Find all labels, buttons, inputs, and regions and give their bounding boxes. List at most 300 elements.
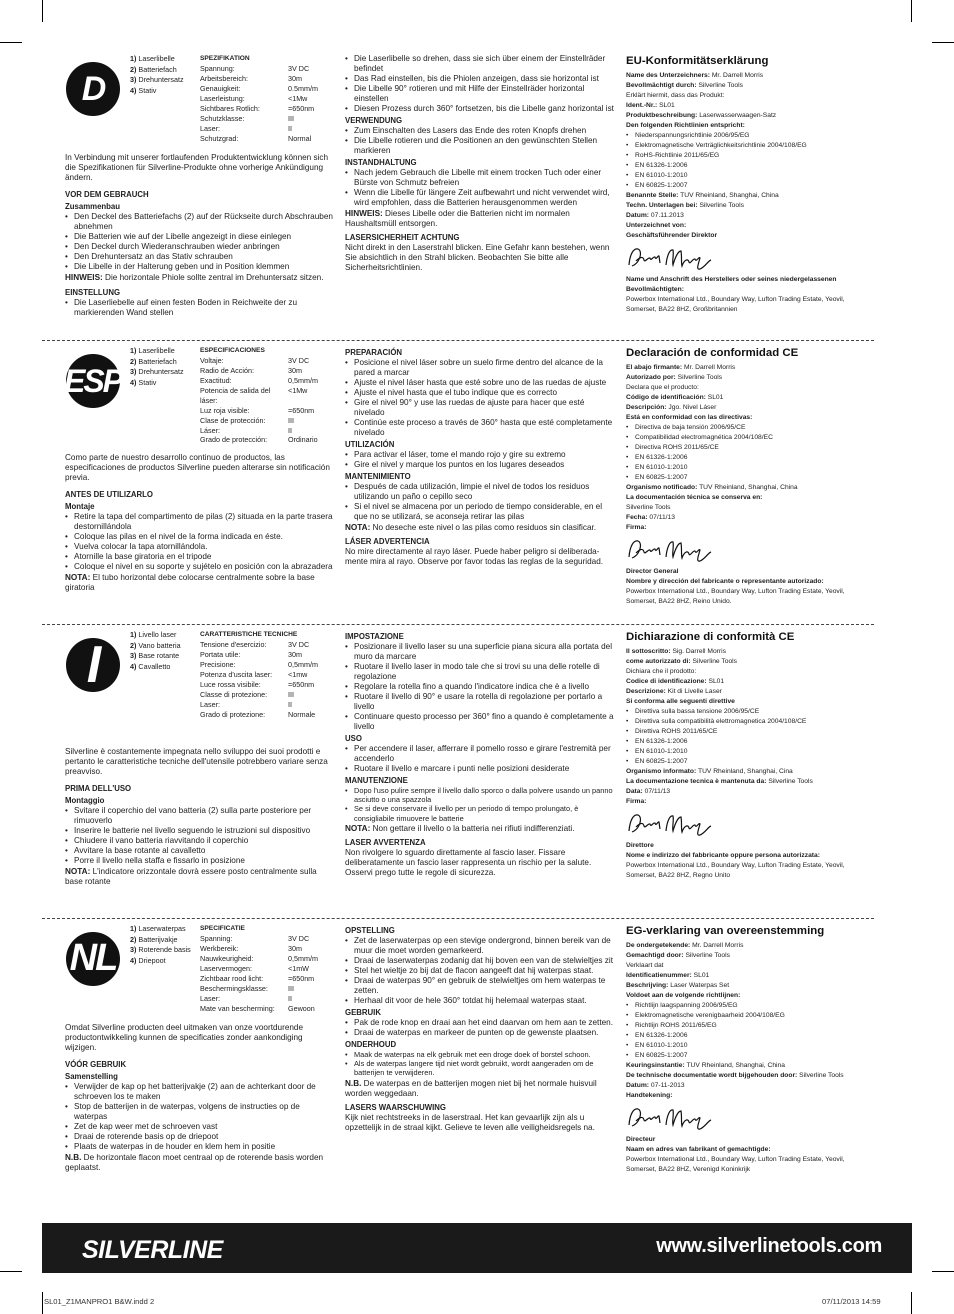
part-number: 1) bbox=[130, 630, 137, 639]
laser-warning-text: Kijk niet rechtstreeks in de laserstraal. Het kan gevaarlijk zijn als u opzettelijk in de straal kijkt. Gelieve te leven alle veiligheidsregels na. bbox=[345, 1112, 595, 1132]
adjustment-list bbox=[65, 298, 335, 318]
spec-row bbox=[200, 114, 318, 124]
note-text: Dieses Libelle oder die Batterien nicht im normalen Haushaltsmüll entsorgen. bbox=[345, 209, 570, 228]
spec-key: Genauigkeit: bbox=[200, 84, 241, 94]
note-label: N.B. bbox=[345, 1078, 362, 1088]
decl-value: Jgo. Nivel Láser bbox=[668, 404, 717, 411]
decl-line bbox=[626, 101, 876, 111]
heading-use: UTILIZACIÓN bbox=[345, 440, 395, 449]
spec-value: Gewoon bbox=[288, 1003, 315, 1013]
declaration-title: EG-verklaring van overeenstemming bbox=[626, 925, 825, 937]
spec-key: Potenza d'uscita laser: bbox=[200, 669, 273, 679]
decl-label: Techn. Unterlagen bei: bbox=[626, 202, 698, 209]
list-item: • Avvitare la base rotante al cavalletto bbox=[65, 846, 335, 856]
decl-value: Silverline Tools bbox=[692, 658, 737, 665]
column-declaration bbox=[626, 346, 876, 607]
part-number: 3) bbox=[130, 75, 137, 85]
decl-label: Directeur bbox=[626, 1136, 656, 1143]
decl-line bbox=[626, 1061, 876, 1071]
spec-value: 30m bbox=[288, 366, 302, 376]
part-number: 3) bbox=[130, 651, 137, 661]
list-item: • Richtlijn ROHS 2011/65/EG bbox=[626, 1021, 876, 1031]
list-item: • Die Batterien wie auf der Libelle angezeigt in diese einlegen bbox=[65, 232, 335, 242]
decl-value: TUV Rheinland, Shanghai, China bbox=[699, 484, 798, 491]
maintenance-list bbox=[345, 1050, 615, 1078]
decl-line bbox=[626, 1071, 876, 1081]
heading-setup: PREPARACIÓN bbox=[345, 348, 403, 357]
spec-row bbox=[200, 104, 318, 114]
list-item: • EN 61326-1:2006 bbox=[626, 737, 876, 747]
column-left bbox=[65, 452, 335, 593]
list-item: • Niederspannungsrichtlinie 2006/95/EG bbox=[626, 131, 876, 141]
list-item: • Zet de kap weer met de schroeven vast bbox=[65, 1122, 335, 1132]
note bbox=[65, 273, 335, 283]
decl-label: De technische documentatie wordt bijgehouden door: bbox=[626, 1072, 798, 1079]
spec-value: 3V DC bbox=[288, 934, 310, 944]
list-item: • Continuare questo processo per 360° fino a quando è completamente a livello bbox=[345, 712, 615, 732]
column-declaration bbox=[626, 630, 876, 881]
decl-line bbox=[626, 275, 876, 295]
list-item: • Zet de laserwaterpas op een stevige ondergrond, binnen bereik van de muur die moet worden gemarkeerd. bbox=[345, 936, 615, 956]
heading-before-use: PRIMA DELL'USO bbox=[65, 784, 132, 793]
decl-label: Den folgenden Richtlinien entspricht: bbox=[626, 122, 745, 129]
spec-key: Schutzgrad: bbox=[200, 133, 239, 143]
list-item: • Regolare la rotella fino a quando l'indicatore indica che è a livello bbox=[345, 682, 615, 692]
spec-value: <1Mw bbox=[288, 385, 308, 395]
decl-label: Autorizado por: bbox=[626, 374, 676, 381]
part-number: 2) bbox=[130, 64, 137, 74]
part-number: 1) bbox=[130, 346, 137, 355]
list-item: • Svitare il coperchio del vano batteria (2) sulla parte posteriore per rimuoverlo bbox=[65, 806, 335, 826]
spec-row bbox=[200, 356, 318, 366]
decl-line bbox=[626, 1081, 876, 1091]
manufacturer-address: Powerbox International Ltd., Boundary Way, Lufton Trading Estate, Yeovil, Somerset, BA22 8HZ, Großbritannien bbox=[626, 296, 845, 313]
column-left bbox=[65, 1022, 335, 1173]
list-item: • Dopo l'uso pulire sempre il livello dallo sporco o dalla polvere usando un panno asciutto o una spazzola bbox=[345, 786, 615, 804]
part-number: 4) bbox=[130, 85, 137, 95]
list-item: • EN 61326-1:2006 bbox=[626, 453, 876, 463]
spec-key: Láser: bbox=[200, 425, 220, 435]
list-item: • Den Drehuntersatz an das Stativ schrauben bbox=[65, 252, 335, 262]
decl-line bbox=[626, 1145, 876, 1155]
use-list bbox=[345, 744, 615, 774]
maintenance-note bbox=[345, 1079, 615, 1099]
spec-value: Normal bbox=[288, 133, 312, 143]
spec-value: 3V DC bbox=[288, 64, 310, 74]
column-left bbox=[65, 152, 335, 318]
crop-mark bbox=[0, 1271, 22, 1272]
list-item: • Porre il livello nella staffa e fissarlo in posizione bbox=[65, 856, 335, 866]
decl-line bbox=[626, 961, 876, 971]
list-item: • Stel het wieltje zo bij dat de flacon aangeeft dat hij waterpas staat. bbox=[345, 966, 615, 976]
parts-list bbox=[130, 54, 202, 96]
decl-line bbox=[626, 383, 876, 393]
spec-row bbox=[200, 416, 318, 426]
setup-list bbox=[345, 358, 615, 438]
setup-list bbox=[345, 54, 615, 114]
list-item: • Ajuste el nivel hasta que el tubo indique que es correcto bbox=[345, 388, 615, 398]
crop-mark bbox=[911, 1292, 912, 1314]
heading-before-use: VÓÓR GEBRUIK bbox=[65, 1060, 127, 1069]
list-item: • Gire el nivel 90° y use las ruedas de ajuste para hacer que esté nivelado bbox=[345, 398, 615, 418]
list-item: • Directiva ROHS 2011/65/CE bbox=[626, 443, 876, 453]
crop-mark bbox=[42, 0, 43, 22]
decl-label: Keuringsinstantie: bbox=[626, 1062, 685, 1069]
heading-before-use: VOR DEM GEBRAUCH bbox=[65, 190, 149, 199]
spec-title: SPEZIFIKATION bbox=[200, 55, 250, 62]
spec-row bbox=[200, 74, 318, 84]
decl-line bbox=[626, 373, 876, 383]
spec-value: II bbox=[288, 993, 292, 1003]
part-label: Batteriefach bbox=[138, 64, 177, 74]
note-text: L'indicatore orizzontale dovrà essere posto centralmente sulla base rotante bbox=[65, 867, 317, 886]
note-text: De horizontale flacon moet centraal op de roterende basis worden geplaatst. bbox=[65, 1153, 324, 1172]
list-item: • RoHS-Richtlinie 2011/65/EG bbox=[626, 151, 876, 161]
part-item bbox=[130, 65, 202, 76]
section-divider bbox=[42, 624, 874, 625]
decl-value: Kit di Livelle Laser bbox=[667, 688, 722, 695]
signature-image bbox=[626, 809, 718, 839]
list-item: • Draai de roterende basis op de driepoot bbox=[65, 1132, 335, 1142]
directive-list bbox=[626, 131, 876, 191]
note bbox=[65, 1153, 335, 1173]
spec-row bbox=[200, 994, 318, 1004]
part-label: Laserlibelle bbox=[138, 54, 175, 63]
list-item: • Die Libelle rotieren und die Positionen an den gewünschten Stellen markieren bbox=[345, 136, 615, 156]
footer-bar bbox=[42, 1223, 912, 1273]
part-label: Roterende basis bbox=[138, 945, 191, 955]
list-item: • Die Laserliebelle auf einen festen Boden in Reichweite der zu markierenden Wand stellen bbox=[65, 298, 335, 318]
part-label: Drehuntersatz bbox=[138, 75, 184, 85]
list-item: • Maak de waterpas na elk gebruik met een droge doek of borstel schoon. bbox=[345, 1050, 615, 1059]
heading-assembly: Zusammenbau bbox=[65, 202, 121, 211]
decl-label: Nombre y dirección del fabricante o representante autorizado: bbox=[626, 578, 824, 585]
spec-key: Laserleistung: bbox=[200, 93, 245, 103]
note-label: NOTA: bbox=[65, 573, 91, 582]
decl-label: Código de identificación: bbox=[626, 394, 706, 401]
part-item bbox=[130, 86, 202, 97]
intro-text: Silverline è costantemente impegnata nello sviluppo dei suoi prodotti e pertanto le caratteristiche tecniche dell'utensile potrebbero variare senza preavviso. bbox=[65, 747, 328, 776]
decl-line bbox=[626, 211, 876, 221]
spec-row bbox=[200, 134, 318, 144]
column-declaration bbox=[626, 924, 876, 1175]
decl-line bbox=[626, 851, 876, 861]
decl-label: Datum: bbox=[626, 1082, 650, 1089]
spec-key: Grado di protezione: bbox=[200, 709, 266, 719]
intro-text: Como parte de nuestro desarrollo continuo de productos, las especificaciones de productos Silverline pueden alterarse sin notificación previa. bbox=[65, 453, 330, 482]
decl-label: Name des Unterzeichners: bbox=[626, 72, 710, 79]
spec-value: 30m bbox=[288, 74, 302, 84]
spec-block bbox=[200, 54, 330, 143]
decl-line bbox=[626, 363, 876, 373]
column-middle bbox=[345, 54, 615, 273]
decl-label: Gemachtigd door: bbox=[626, 952, 684, 959]
spec-key: Schutzklasse: bbox=[200, 113, 245, 123]
decl-line bbox=[626, 647, 876, 657]
part-number: 3) bbox=[130, 945, 137, 955]
spec-value: 30m bbox=[288, 944, 302, 954]
decl-line bbox=[626, 483, 876, 493]
decl-value: Silverline Tools bbox=[685, 952, 730, 959]
decl-line bbox=[626, 393, 876, 403]
spec-row bbox=[200, 974, 318, 984]
list-item: • Herhaal dit voor de hele 360° totdat hij helemaal waterpas staat. bbox=[345, 996, 615, 1006]
language-badge: I bbox=[66, 638, 120, 692]
decl-label: Handtekening: bbox=[626, 1092, 673, 1099]
decl-line bbox=[626, 191, 876, 201]
spec-value: =650nm bbox=[288, 973, 315, 983]
decl-line bbox=[626, 523, 876, 533]
decl-label: Está en conformidad con las directivas: bbox=[626, 414, 753, 421]
spec-value: II bbox=[288, 425, 292, 435]
decl-value: 07/11/13 bbox=[644, 788, 671, 795]
part-label: Base rotante bbox=[138, 651, 180, 661]
manufacturer-address: Powerbox International Ltd., Boundary Way, Lufton Trading Estate, Yeovil, Somerset, BA22 8HZ, Verenigd Koninkrijk bbox=[626, 1156, 845, 1173]
decl-line bbox=[626, 503, 876, 513]
list-item: • Si el nivel se almacena por un periodo de tiempo considerable, en el que no se utilizará, se aconseja retirar las pilas bbox=[345, 502, 615, 522]
list-item: • Den Deckel durch Wiederanschrauben wieder anbringen bbox=[65, 242, 335, 252]
decl-line bbox=[626, 231, 876, 241]
decl-label: Geschäftsführender Direktor bbox=[626, 232, 718, 239]
decl-label: Director General bbox=[626, 568, 679, 575]
note-text: El tubo horizontal debe colocarse centralmente sobre la base giratoria bbox=[65, 573, 315, 592]
part-item bbox=[130, 75, 202, 86]
decl-label: Firma: bbox=[626, 798, 647, 805]
maintenance-list bbox=[345, 786, 615, 823]
heading-use: VERWENDUNG bbox=[345, 116, 403, 125]
list-item: • Als de waterpas langere tijd niet wordt gebruikt, wordt aangeraden om de batterijen te verwijderen. bbox=[345, 1059, 615, 1077]
decl-label: Si conforma alle seguenti direttive bbox=[626, 698, 735, 705]
signature-image bbox=[626, 535, 718, 565]
spec-key: Sichtbares Rotlich: bbox=[200, 103, 260, 113]
list-item: • Nach jedem Gebrauch die Libelle mit einem trocken Tuch oder einer Bürste von Schmutz befreien bbox=[345, 168, 615, 188]
file-date: 07/11/2013 14:59 bbox=[822, 1297, 881, 1306]
spec-row bbox=[200, 94, 318, 104]
list-item: • Gire el nivel y marque los puntos en los lugares deseados bbox=[345, 460, 615, 470]
spec-row bbox=[200, 386, 318, 406]
part-item bbox=[130, 367, 202, 378]
spec-value: III bbox=[288, 983, 294, 993]
note bbox=[65, 867, 335, 887]
spec-table bbox=[200, 934, 318, 1013]
spec-row bbox=[200, 84, 318, 94]
part-item bbox=[130, 924, 202, 935]
spec-value: 0.5mm/m bbox=[288, 84, 318, 94]
part-label: Stativ bbox=[138, 85, 157, 95]
spec-row bbox=[200, 640, 318, 650]
maintenance-note bbox=[345, 523, 615, 533]
decl-label: Bevollmächtigt durch: bbox=[626, 82, 697, 89]
laser-warning-text: Nicht direkt in den Laserstrahl blicken. Eine Gefahr kann bestehen, wenn Sie absichtlich in den Strahl blicken. Beobachten Sie bitte alle Sicherheitsrichtlinien. bbox=[345, 243, 610, 272]
decl-label: Produktbeschreibung: bbox=[626, 112, 698, 119]
directive-list bbox=[626, 707, 876, 767]
part-item bbox=[130, 662, 202, 673]
decl-line bbox=[626, 767, 876, 777]
decl-line bbox=[626, 677, 876, 687]
part-number: 2) bbox=[130, 934, 137, 944]
decl-value: Sig. Darrell Morris bbox=[672, 648, 726, 655]
decl-line bbox=[626, 201, 876, 211]
manufacturer-address: Powerbox International Ltd., Boundary Way, Lufton Trading Estate, Yeovil, Somerset, BA22 8HZ, Reino Unido. bbox=[626, 588, 845, 605]
spec-value: III bbox=[288, 113, 294, 123]
spec-key: Luce rossa visibile: bbox=[200, 679, 261, 689]
spec-table bbox=[200, 64, 318, 143]
heading-laser-warning: LÁSER ADVERTENCIA bbox=[345, 537, 430, 546]
list-item: • Per accendere il laser, afferrare il pomello rosso e girare l'estremità per accenderlo bbox=[345, 744, 615, 764]
spec-value: II bbox=[288, 123, 292, 133]
decl-line bbox=[626, 221, 876, 231]
decl-value: 07/11/13 bbox=[649, 514, 675, 521]
intro-text: In Verbindung mit unserer fortlaufenden Produktentwicklung können sich die Spezifikationen für Silverline-Produkte ohne vorherige Ankündigung ändern. bbox=[65, 153, 329, 182]
spec-key: Spannung: bbox=[200, 64, 235, 74]
list-item: • Plaats de waterpas in de houder en klem hem in positie bbox=[65, 1142, 335, 1152]
decl-value: SL01 bbox=[659, 102, 675, 109]
column-middle bbox=[345, 630, 615, 878]
list-item: • Atornille la base giratoria en el tripode bbox=[65, 552, 335, 562]
list-item: • Die Libelle 90° rotieren und mit Hilfe der Einstellräder horizontal einstellen bbox=[345, 84, 615, 104]
part-label: Batteriefach bbox=[138, 356, 177, 366]
decl-line bbox=[626, 687, 876, 697]
note-label: NOTA: bbox=[65, 867, 91, 876]
part-label: Laserlibelle bbox=[138, 346, 175, 355]
spec-row bbox=[200, 435, 318, 445]
decl-label: Ident.-Nr.: bbox=[626, 102, 658, 109]
spec-key: Exactitud: bbox=[200, 376, 232, 386]
spec-row bbox=[200, 700, 318, 710]
decl-line bbox=[626, 787, 876, 797]
spec-value: 0,5mm/m bbox=[288, 376, 318, 386]
decl-label: La documentazione tecnica è mantenuta da: bbox=[626, 778, 767, 785]
directive-list bbox=[626, 423, 876, 483]
spec-row bbox=[200, 934, 318, 944]
decl-value: Silverline Tools bbox=[699, 202, 744, 209]
part-number: 1) bbox=[130, 924, 137, 933]
decl-line bbox=[626, 697, 876, 707]
list-item: • Draai de waterpas en markeer de punten op de gewenste plaatsen. bbox=[345, 1028, 615, 1038]
note-label: HINWEIS: bbox=[65, 273, 103, 282]
spec-key: Grado de protección: bbox=[200, 435, 268, 445]
heading-assembly: Montaje bbox=[65, 502, 95, 511]
spec-row bbox=[200, 660, 318, 670]
part-item bbox=[130, 945, 202, 956]
spec-key: Zichtbaar rood licht: bbox=[200, 973, 264, 983]
decl-label: Naam en adres van fabrikant of gemachtigde: bbox=[626, 1146, 771, 1153]
list-item: • Ruotare il livello di 90° e usare la rotella di regolazione per portarlo a livello bbox=[345, 692, 615, 712]
directive-list bbox=[626, 1001, 876, 1061]
spec-key: Voltaje: bbox=[200, 356, 224, 366]
section-divider bbox=[42, 918, 874, 919]
list-item: • Continúe este proceso a través de 360° hasta que esté completamente nivelado bbox=[345, 418, 615, 438]
column-left bbox=[65, 746, 335, 887]
list-item: • Wenn die Libelle für längere Zeit aufbewahrt und nicht verwendet wird, wird empfohlen, dass die Batterien herausgenommen werden bbox=[345, 188, 615, 208]
website-url[interactable]: www.silverlinetools.com bbox=[656, 1235, 882, 1257]
declaration-title: Declaración de conformidad CE bbox=[626, 347, 799, 359]
list-item: • EN 61010-1:2010 bbox=[626, 747, 876, 757]
part-item bbox=[130, 935, 202, 946]
heading-maintenance: MANUTENZIONE bbox=[345, 776, 408, 785]
decl-value: SL01 bbox=[707, 394, 724, 401]
spec-key: Tensione d'esercizio: bbox=[200, 640, 267, 650]
list-item: • EN 60825-1:2007 bbox=[626, 181, 876, 191]
spec-value: <1Mw bbox=[288, 93, 308, 103]
decl-label: Nome e indirizzo del fabbricante oppure persona autorizzata: bbox=[626, 852, 820, 859]
decl-value: TUV Rheinland, Shanghai, China bbox=[680, 192, 779, 199]
intro-text: Omdat Silverline producten deel uitmaken van onze voortdurende productontwikkeling kunnen de specificaties zonder aankondiging wijzigen. bbox=[65, 1023, 304, 1052]
spec-key: Nauwkeurigheid: bbox=[200, 954, 254, 964]
decl-label: Firma: bbox=[626, 524, 647, 531]
spec-value: <1mW bbox=[288, 963, 309, 973]
part-item bbox=[130, 641, 202, 652]
spec-title: CARATTERISTICHE TECNICHE bbox=[200, 631, 298, 638]
decl-label: Benannte Stelle: bbox=[626, 192, 679, 199]
spec-key: Precisione: bbox=[200, 660, 236, 670]
signature-image bbox=[626, 1103, 718, 1133]
decl-label: La documentación técnica se conserva en: bbox=[626, 494, 763, 501]
decl-label: Fecha: bbox=[626, 514, 648, 521]
decl-line bbox=[626, 941, 876, 951]
decl-value: Silverline Tools bbox=[698, 82, 743, 89]
maintenance-list bbox=[345, 482, 615, 522]
spec-row bbox=[200, 376, 318, 386]
list-item: • Draai de waterpas 90° en gebruik de stelwieltjes om hem waterpas te zetten. bbox=[345, 976, 615, 996]
list-item: • EN 61326-1:2006 bbox=[626, 161, 876, 171]
spec-value: 3V DC bbox=[288, 640, 310, 650]
list-item: • Después de cada utilización, limpie el nivel de todos los residuos utilizando un paño o cepillo seco bbox=[345, 482, 615, 502]
heading-laser-warning: LASER AVVERTENZA bbox=[345, 837, 426, 847]
use-list bbox=[345, 450, 615, 470]
decl-line bbox=[626, 513, 876, 523]
spec-row bbox=[200, 1004, 318, 1014]
crop-mark bbox=[42, 1292, 43, 1314]
spec-key: Potencia de salida del láser: bbox=[200, 385, 271, 405]
decl-label: Descripción: bbox=[626, 404, 667, 411]
spec-value: 30m bbox=[288, 650, 302, 660]
heading-laser-warning: LASERS WAARSCHUWING bbox=[345, 1102, 446, 1112]
parts-list bbox=[130, 346, 202, 388]
decl-line bbox=[626, 403, 876, 413]
decl-line bbox=[626, 493, 876, 503]
decl-value: 07-11-2013 bbox=[650, 1082, 685, 1089]
list-item: • Richtlijn laagspanning 2006/95/EG bbox=[626, 1001, 876, 1011]
decl-value: Declara que el producto: bbox=[626, 384, 699, 391]
signature-image bbox=[626, 243, 718, 273]
decl-line bbox=[626, 777, 876, 787]
decl-value: Erklärt hiermit, dass das Produkt: bbox=[626, 92, 725, 99]
spec-value: <1mw bbox=[288, 669, 308, 679]
decl-label: Unterzeichnet von: bbox=[626, 222, 687, 229]
spec-row bbox=[200, 650, 318, 660]
spec-row bbox=[200, 954, 318, 964]
setup-list bbox=[345, 642, 615, 732]
list-item: • Retire la tapa del compartimento de pilas (2) situada en la parte trasera destornillándola bbox=[65, 512, 335, 532]
heading-adjustment: EINSTELLUNG bbox=[65, 288, 121, 297]
list-item: • EN 60825-1:2007 bbox=[626, 473, 876, 483]
decl-line bbox=[626, 111, 876, 121]
silverline-logo bbox=[82, 1236, 292, 1262]
spec-key: Clase de protección: bbox=[200, 415, 266, 425]
part-label: Livello laser bbox=[138, 630, 177, 639]
part-label: Drehuntersatz bbox=[138, 367, 184, 377]
part-number: 4) bbox=[130, 377, 137, 387]
decl-line bbox=[626, 413, 876, 423]
crop-mark bbox=[0, 42, 22, 43]
decl-value: Silverline Tools bbox=[677, 374, 723, 381]
spec-table bbox=[200, 640, 318, 719]
list-item: • Ruotare il livello laser in modo tale che si trovi su una delle rotelle di regolazione bbox=[345, 662, 615, 682]
decl-label: Il sottoscritto: bbox=[626, 648, 671, 655]
heading-assembly: Samenstelling bbox=[65, 1072, 118, 1081]
decl-value: Laser Waterpas Set bbox=[670, 982, 730, 989]
